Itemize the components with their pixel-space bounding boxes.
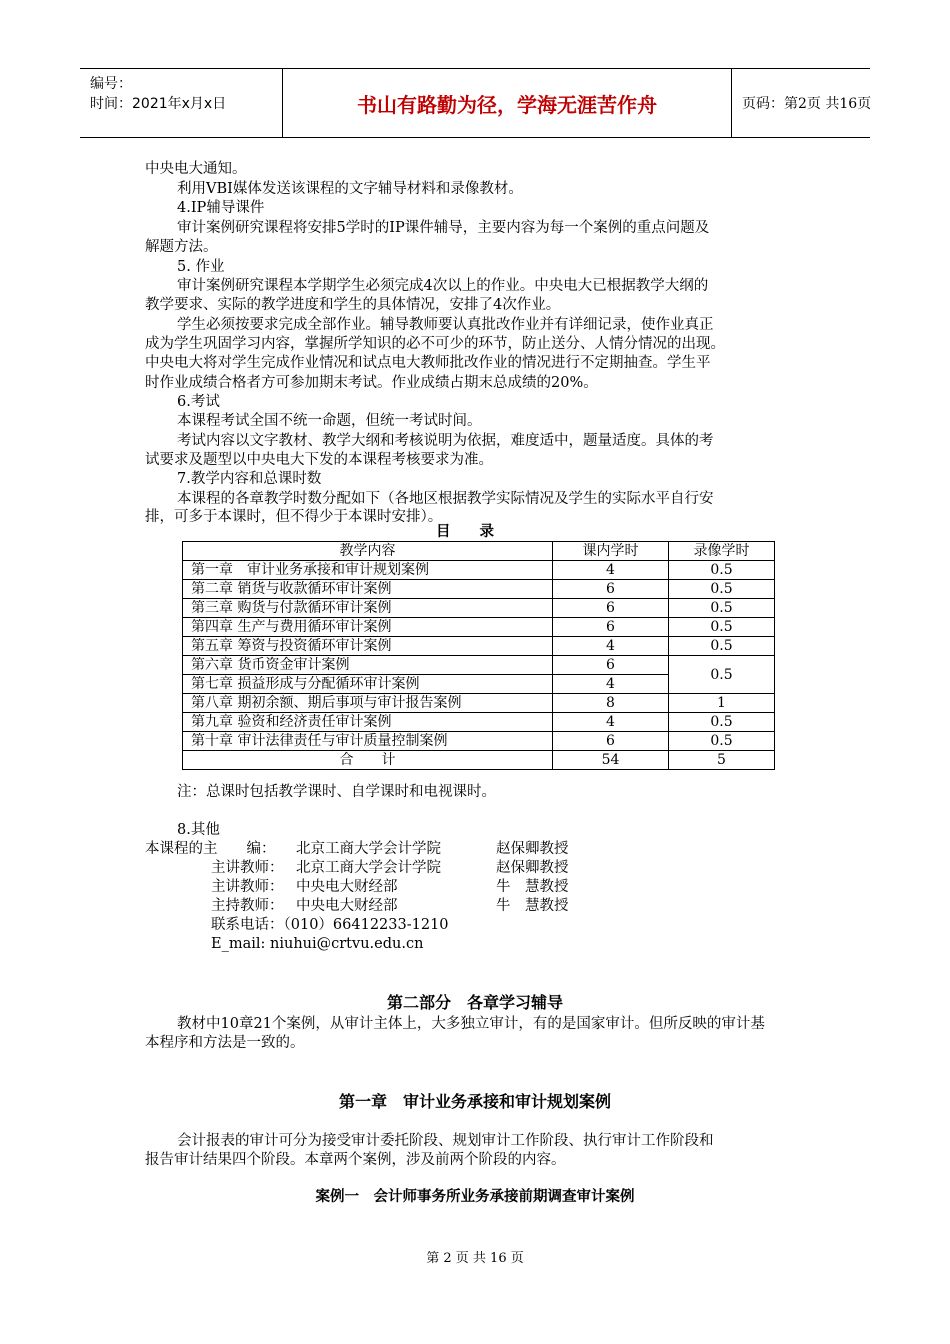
chapter1-text-line: 会计报表的审计可分为接受审计委托阶段、规划审计工作阶段、执行审计工作阶段和 [177, 1133, 714, 1149]
row-video: 0.5 [669, 732, 775, 751]
page-info: 页码：第2页 共16页 [742, 96, 872, 112]
body-line: 本课程的各章教学时数分配如下（各地区根据教学实际情况及学生的实际水平自行安 [177, 491, 714, 507]
table-note: 注：总课时包括教学课时、自学课时和电视课时。 [177, 784, 496, 800]
row-content: 第四章 生产与费用循环审计案例 [183, 618, 553, 637]
body-line: 排，可多于本课时，但不得少于本课时安排）。 [145, 509, 443, 525]
chapter1-text-line: 报告审计结果四个阶段。本章两个案例，涉及前两个阶段的内容。 [145, 1152, 566, 1168]
other-heading: 8.其他 [177, 822, 220, 838]
row-hours: 4 [553, 637, 669, 656]
part2-title: 第二部分 各章学习辅导 [386, 993, 563, 1012]
row-hours: 6 [553, 732, 669, 751]
row-video: 0.5 [669, 599, 775, 618]
body-line: 7.教学内容和总课时数 [177, 471, 322, 487]
body-line: 审计案例研究课程本学期学生必须完成4次以上的作业。中央电大已根据教学大纲的 [177, 278, 709, 294]
row-content: 第七章 损益形成与分配循环审计案例 [183, 675, 553, 694]
row-hours: 6 [553, 580, 669, 599]
table-header-row [183, 542, 775, 561]
row-content: 第六章 货币资金审计案例 [183, 656, 553, 675]
staff-org: 北京工商大学会计学院 [296, 860, 441, 876]
contact-phone: 联系电话：（010）66412233-1210 [211, 917, 449, 933]
col-header-content: 教学内容 [183, 542, 553, 561]
header-meta [80, 69, 283, 137]
staff-org: 中央电大财经部 [296, 898, 398, 914]
row-content: 第十章 审计法律责任与审计质量控制案例 [183, 732, 553, 751]
row-video: 1 [669, 694, 775, 713]
row-video: 0.5 [669, 618, 775, 637]
row-hours: 8 [553, 694, 669, 713]
contact-email: E_mail: niuhui@crtvu.edu.cn [211, 936, 424, 952]
table-row [183, 637, 775, 656]
page-footer: 第 2 页 共 16 页 [426, 1251, 524, 1266]
table-row [183, 713, 775, 732]
col-header-video: 录像学时 [669, 542, 775, 561]
staff-role: 主持教师： [211, 898, 284, 914]
date-label: 时间：2021年x月x日 [90, 96, 227, 112]
motto: 书山有路勤为径，学海无涯苦作舟 [283, 69, 732, 137]
body-line: 中央电大将对学生完成作业情况和试点电大教师批改作业的情况进行不定期抽查。学生平 [145, 355, 711, 371]
row-hours: 4 [553, 675, 669, 694]
course-hours-table [182, 541, 775, 770]
staff-org: 中央电大财经部 [296, 879, 398, 895]
staff-name: 牛 慧教授 [496, 898, 569, 914]
body-line: 解题方法。 [145, 239, 218, 255]
body-line: 利用VBI媒体发送该课程的文字辅导材料和录像教材。 [177, 181, 523, 197]
number-label: 编号： [90, 76, 132, 92]
body-line: 中央电大通知。 [145, 161, 247, 177]
body-line: 5. 作业 [177, 259, 225, 275]
body-line: 审计案例研究课程将安排5学时的IP课件辅导，主要内容为每一个案例的重点问题及 [177, 220, 710, 236]
part2-intro-line: 教材中10章21个案例，从审计主体上，大多独立审计，有的是国家审计。但所反映的审计基 [177, 1016, 765, 1032]
body-line: 时作业成绩合格者方可参加期末考试。作业成绩占期末总成绩的20%。 [145, 375, 598, 391]
row-content: 第九章 验资和经济责任审计案例 [183, 713, 553, 732]
total-video: 5 [669, 751, 775, 770]
row-content: 第五章 筹资与投资循环审计案例 [183, 637, 553, 656]
table-row [183, 580, 775, 599]
row-video: 0.5 [669, 637, 775, 656]
total-hours: 54 [553, 751, 669, 770]
row-video: 0.5 [669, 580, 775, 599]
part2-intro-line: 本程序和方法是一致的。 [145, 1035, 305, 1051]
row-content: 第八章 期初余额、期后事项与审计报告案例 [183, 694, 553, 713]
row-hours: 6 [553, 656, 669, 675]
case1-title: 案例一 会计师事务所业务承接前期调查审计案例 [315, 1189, 635, 1205]
row-video: 0.5 [669, 561, 775, 580]
body-line: 学生必须按要求完成全部作业。辅导教师要认真批改作业并有详细记录，使作业真正 [177, 317, 714, 333]
row-video: 0.5 [669, 656, 775, 694]
row-hours: 6 [553, 599, 669, 618]
staff-name: 赵保卿教授 [496, 860, 569, 876]
staff-role: 主讲教师： [211, 879, 284, 895]
table-row [183, 656, 775, 675]
staff-name: 牛 慧教授 [496, 879, 569, 895]
body-line: 试要求及题型以中央电大下发的本课程考核要求为准。 [145, 452, 493, 468]
body-line: 本课程考试全国不统一命题，但统一考试时间。 [177, 413, 482, 429]
body-line: 教学要求、实际的教学进度和学生的具体情况，安排了4次作业。 [145, 297, 561, 313]
table-row [183, 618, 775, 637]
staff-org: 北京工商大学会计学院 [296, 841, 441, 857]
body-line: 6.考试 [177, 394, 220, 410]
body-line: 考试内容以文字教材、教学大纲和考核说明为依据，难度适中，题量适度。具体的考 [177, 433, 714, 449]
table-row [183, 694, 775, 713]
staff-role: 主讲教师： [211, 860, 284, 876]
body-line: 4.IP辅导课件 [177, 200, 265, 216]
row-content: 第三章 购货与付款循环审计案例 [183, 599, 553, 618]
row-video: 0.5 [669, 713, 775, 732]
staff-name: 赵保卿教授 [496, 841, 569, 857]
row-content: 第二章 销货与收款循环审计案例 [183, 580, 553, 599]
table-row [183, 561, 775, 580]
table-total-row [183, 751, 775, 770]
table-row [183, 599, 775, 618]
total-label: 合 计 [183, 751, 553, 770]
body-line: 成为学生巩固学习内容，掌握所学知识的必不可少的环节，防止送分、人情分情况的出现。 [145, 336, 725, 352]
row-hours: 4 [553, 713, 669, 732]
row-hours: 6 [553, 618, 669, 637]
col-header-hours: 课内学时 [553, 542, 669, 561]
toc-title: 目 录 [436, 524, 494, 540]
row-hours: 4 [553, 561, 669, 580]
staff-role: 本课程的主 编： [145, 841, 276, 857]
chapter1-title: 第一章 审计业务承接和审计规划案例 [338, 1092, 611, 1111]
row-content: 第一章 审计业务承接和审计规划案例 [183, 561, 553, 580]
page-header [80, 68, 870, 138]
table-row [183, 732, 775, 751]
